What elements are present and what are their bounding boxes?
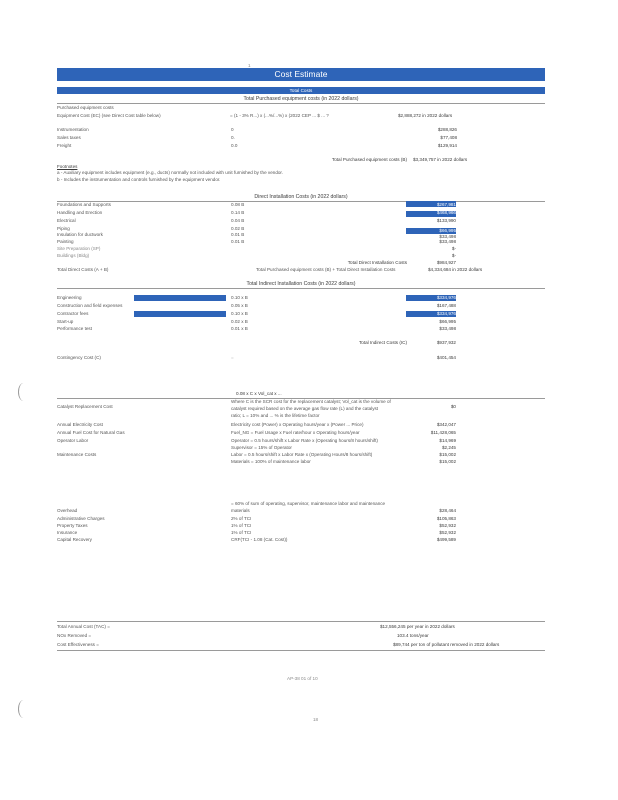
direct-row-value: $-: [451, 253, 456, 258]
direct-row-factor: 0.14 B: [231, 210, 245, 215]
admin-label: Administrative Charges: [57, 516, 105, 521]
annual-row-label: Annual Fuel Cost for Natural Gas: [57, 430, 125, 435]
eq-cost-value: $2,888,272 in 2022 dollars: [398, 113, 453, 118]
insurance-value: $52,932: [439, 530, 456, 535]
direct-row-label: Insulation for ductwork: [57, 232, 103, 237]
page-reference: AP-38 01 of 10: [287, 676, 318, 681]
divider: [57, 650, 545, 651]
admin-value: $105,863: [436, 516, 456, 521]
footnotes-heading: Footnotes: [57, 164, 78, 169]
freight-value: $129,914: [437, 143, 457, 148]
annual-row-value: $14,969: [439, 438, 456, 443]
overhead-note: = 60% of sum of operating, supervisor, maintenance labor and maintenance: [231, 501, 386, 506]
overhead-label: Overhead: [57, 508, 78, 513]
direct-row-factor: 0.02 B: [231, 226, 245, 231]
indirect-row-label: Construction and field expenses: [57, 303, 123, 308]
indirect-row-value: $334,976: [436, 295, 456, 300]
tdc-label: Total Direct Costs (A + B): [57, 267, 109, 272]
indirect-row-value: $66,995: [439, 319, 456, 324]
annual-row-desc: Supervisor = 15% of Operator: [231, 445, 292, 450]
annual-row-label: Maintenance Costs: [57, 452, 97, 457]
property-taxes-value: $52,932: [439, 523, 456, 528]
insurance-desc: 1% of TCI: [231, 530, 252, 535]
indirect-row-value: $334,976: [436, 311, 456, 316]
indirect-row-factor: 0.10 x B: [231, 311, 248, 316]
sales-taxes-label: Sales taxes: [57, 135, 81, 140]
divider: [57, 288, 545, 289]
indirect-total-value: $937,932: [436, 340, 456, 345]
direct-row-label: Foundations and Supports: [57, 202, 111, 207]
tac-label: Total Annual Cost (TAC) =: [57, 624, 110, 629]
direct-heading: Direct Installation Costs (in 2022 dollars): [254, 194, 348, 200]
annual-row-value: $15,002: [439, 459, 456, 464]
direct-row-label: Painting: [57, 239, 74, 244]
indirect-row-factor: 0.10 x B: [231, 295, 248, 300]
direct-row-label: Electrical: [57, 218, 76, 223]
catalyst-label: Catalyst Replacement Cost: [57, 404, 113, 409]
capital-recovery-desc: CRF(TCI - 1.08 (Cat. Cost)): [231, 537, 288, 542]
direct-row-factor: 0.04 B: [231, 218, 245, 223]
property-taxes-desc: 1% of TCI: [231, 523, 252, 528]
indirect-row-label: Start-up: [57, 319, 74, 324]
indirect-row-label: Engineering: [57, 295, 82, 300]
direct-row-value: $468,966: [436, 210, 456, 215]
annual-row-desc: Materials = 100% of maintenance labor: [231, 459, 311, 464]
admin-desc: 2% of TCI: [231, 516, 252, 521]
indirect-row-factor: 0.01 x B: [231, 326, 248, 331]
indirect-row-factor: 0.05 x B: [231, 303, 248, 308]
purchased-total-value: $3,349,757 in 2022 dollars: [413, 157, 468, 162]
catalyst-desc-2: catalyst required based on the average gas flow rate (L) and the catalyst: [231, 406, 379, 411]
direct-row-label: Buildings (Bldg): [57, 253, 90, 258]
catalyst-formula: 0.08 x C x Vol_cat x ...: [236, 391, 282, 396]
cost-effectiveness-label: Cost Effectiveness =: [57, 642, 99, 647]
total-costs-header: Total Costs: [57, 87, 545, 94]
nox-removed-value: 103.4 tons/year: [397, 633, 429, 638]
annual-row-desc: Electricity cost (Power) x Operating hours/year x (Power ... Price): [231, 422, 364, 427]
top-mark: 1: [248, 63, 251, 68]
sales-taxes-value: $77,408: [440, 135, 457, 140]
highlight-bar: [134, 295, 226, 301]
direct-row-value: $267,981: [436, 202, 456, 207]
annual-row-label: Annual Electricity Cost: [57, 422, 103, 427]
direct-row-label: Site Preparation (SP): [57, 246, 101, 251]
direct-row-factor: 0.08 B: [231, 202, 245, 207]
binder-hole-mark: [18, 383, 29, 401]
indirect-row-value: $167,488: [436, 303, 456, 308]
annual-row-value: $2,245: [441, 445, 456, 450]
freight-factor: 0.0: [231, 143, 238, 148]
annual-row-value: $11,428,065: [430, 430, 456, 435]
highlight-bar: [134, 311, 226, 317]
cost-effectiveness-value: $89,744 per ton of pollutant removed in 2022 dollars: [393, 642, 500, 647]
direct-total-label: Total Direct Installation Costs: [347, 260, 407, 265]
annual-row-value: $15,002: [439, 452, 456, 457]
instrumentation-label: Instrumentation: [57, 127, 89, 132]
divider: [57, 201, 545, 202]
overhead-note-2: materials: [231, 508, 250, 513]
contingency-factor: =: [231, 355, 234, 360]
insurance-label: Insurance: [57, 530, 78, 535]
indirect-row-label: Performance test: [57, 326, 92, 331]
direct-row-value: $33,498: [439, 239, 456, 244]
contingency-label: Contingency Cost (C): [57, 355, 101, 360]
tac-value: $12,556,245 per year in 2022 dollars: [380, 624, 455, 629]
tdc-value: $4,334,684 in 2022 dollars: [428, 267, 483, 272]
annual-row-desc: Operator = 0.5 hours/shift x Labor Rate x (Operating hours/8 hours/shift): [231, 438, 378, 443]
catalyst-value: $0: [450, 404, 456, 409]
indirect-heading: Total Indirect Installation Costs (in 2022 dollars): [246, 281, 356, 287]
page-number: 18: [313, 717, 319, 722]
direct-row-label: Handling and Erection: [57, 210, 103, 215]
direct-row-factor: 0.01 B: [231, 239, 245, 244]
tdc-desc: Total Purchased equipment costs (B) + Total Direct Installation Costs: [256, 267, 396, 272]
eq-cost-label: Equipment Cost (EC) (see Direct Cost table below): [57, 113, 161, 118]
direct-row-value: $133,990: [436, 218, 456, 223]
catalyst-desc-1: Where C is the SCR cost for the replacement catalyst; Vol_cat is the volume of: [231, 399, 391, 404]
annual-row-value: $342,047: [436, 422, 456, 427]
direct-row-label: Piping: [57, 226, 70, 231]
purchased-total-label: Total Purchased equipment costs (B): [331, 157, 407, 162]
purchased-heading: Total Purchased equipment costs (in 2022 dollars): [243, 96, 359, 102]
nox-removed-label: NOx Removed =: [57, 633, 92, 638]
divider: [57, 103, 545, 104]
property-taxes-label: Property Taxes: [57, 523, 88, 528]
binder-hole-mark: [18, 700, 29, 718]
page-title: Cost Estimate: [57, 68, 545, 81]
divider: [57, 621, 545, 622]
direct-row-value: $-: [451, 246, 456, 251]
footnote-a: a - Auxiliary equipment includes equipment (e.g., ducts) normally not included with unit furnished by the vendor.: [57, 170, 283, 175]
annual-row-desc: Labor = 0.5 hours/shift x Labor Rate x (Operating Hours/8 hours/shift): [231, 452, 373, 457]
direct-row-value: $33,498: [439, 234, 456, 239]
catalyst-desc-3: ratio; L = 10% and ... % is the lifetime factor: [231, 413, 320, 418]
sales-taxes-factor: 0.: [231, 135, 235, 140]
purchased-intro: Purchased equipment costs: [57, 105, 114, 110]
instrumentation-factor: 0: [231, 127, 234, 132]
eq-cost-formula: = (1 - 3% R...) x (...%/...%) x (2022 CEP ... $ ... ?: [230, 113, 329, 118]
footnote-b: b - Includes the instrumentation and controls furnished by the equipment vendor.: [57, 177, 221, 182]
indirect-row-factor: 0.02 x B: [231, 319, 248, 324]
indirect-total-label: Total Indirect Costs (IC): [359, 340, 407, 345]
indirect-row-label: Contractor fees: [57, 311, 89, 316]
capital-recovery-label: Capital Recovery: [57, 537, 92, 542]
freight-label: Freight: [57, 143, 72, 148]
direct-total-value: $984,927: [436, 260, 456, 265]
contingency-value: $401,454: [436, 355, 456, 360]
direct-row-factor: 0.01 B: [231, 232, 245, 237]
direct-row-value: $66,995: [439, 228, 456, 233]
capital-recovery-value: $499,589: [436, 537, 456, 542]
overhead-value: $28,464: [439, 508, 456, 513]
indirect-row-value: $33,498: [439, 326, 456, 331]
instrumentation-value: $288,826: [437, 127, 457, 132]
annual-row-label: Operator Labor: [57, 438, 89, 443]
annual-row-desc: Fuel_NG = Fuel Usage x Fuel rate/hour x Operating hours/year: [231, 430, 360, 435]
